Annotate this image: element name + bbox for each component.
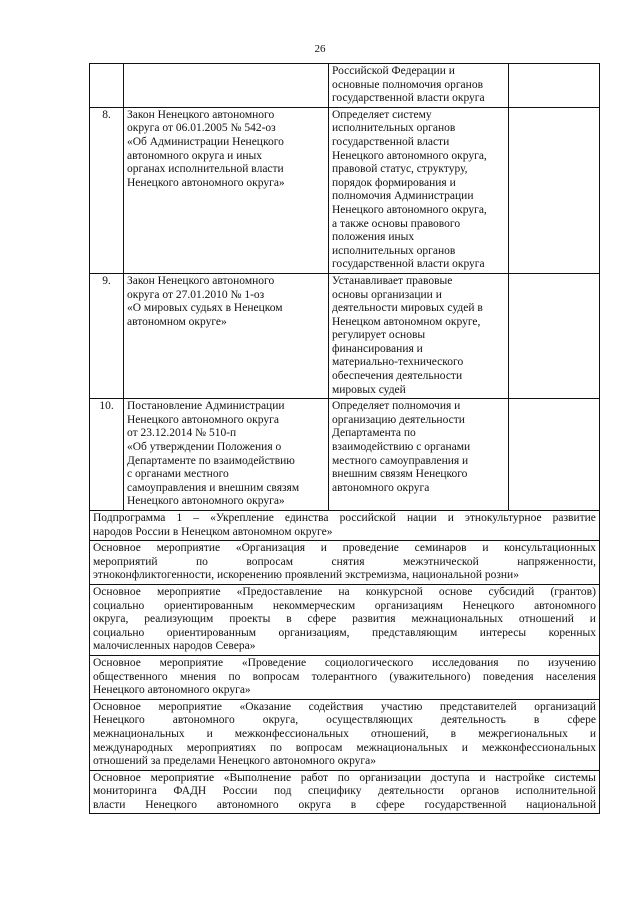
word: мнения (180, 670, 217, 683)
row-number: 8. (90, 107, 124, 273)
word: проекты (229, 613, 271, 626)
word: Подпрограмма (93, 512, 166, 524)
word: развитие (552, 512, 596, 524)
subprogram-line (93, 542, 596, 556)
subprogram-line (93, 728, 596, 742)
word: единства (284, 512, 329, 524)
legal-acts-table (89, 63, 600, 814)
word: межконфессиональных (481, 741, 596, 754)
table-row (90, 64, 600, 108)
word: (уважительного) (389, 670, 471, 683)
page-number: 26 (314, 43, 326, 55)
document-line: Департаменте по взаимодействию (127, 454, 295, 467)
description-line: мировых судей (332, 383, 406, 396)
description-line: обеспечения деятельности (332, 370, 463, 383)
subprogram-row (90, 541, 600, 585)
word: и (479, 771, 486, 784)
word: снятия (331, 555, 365, 568)
description-line: автономного округа (332, 481, 430, 494)
word: автономного (216, 798, 279, 811)
description-line: внешним связям Ненецкого (332, 468, 468, 481)
empty-cell (509, 399, 600, 511)
document-line: округа от 27.01.2010 № 1-оз (127, 288, 265, 301)
description-line: исполнительных органов (332, 122, 456, 135)
word: организаций (534, 700, 596, 713)
description-line: организацию деятельности (332, 413, 465, 426)
word: «Оказание (239, 700, 292, 713)
word: и (589, 613, 596, 626)
description-line: материально-технического (332, 356, 464, 369)
word: и (447, 512, 454, 524)
word: организации (359, 771, 422, 784)
word: Ненецкого (145, 798, 197, 811)
description-line: положения иных (332, 231, 415, 244)
description-line: Ненецкого автономного округа, (332, 149, 487, 162)
word: исполнительной (515, 785, 596, 798)
word: национальной (526, 798, 596, 811)
word: автономного (172, 714, 235, 727)
description-line: порядок формирования и (332, 176, 456, 189)
subprogram-line (93, 785, 596, 799)
word: мероприятиях (186, 741, 257, 754)
document-cell (124, 107, 329, 273)
description-line: взаимодействию с органами (332, 441, 471, 454)
word: органов (460, 785, 500, 798)
table-row (90, 107, 600, 273)
word: населения (545, 670, 596, 683)
empty-cell (509, 273, 600, 398)
word: деятельность (440, 714, 506, 727)
word: в (450, 727, 457, 740)
word: настройке (495, 771, 545, 784)
word: и (482, 542, 489, 555)
word: ориентированным (163, 599, 254, 612)
word: мероприятие (157, 585, 221, 598)
description-line: Российской Федерации и (332, 65, 455, 77)
word: межнациональных (356, 741, 448, 754)
word: округа, (262, 714, 299, 727)
word: исследования (431, 656, 499, 669)
subprogram-line (93, 613, 596, 627)
document-cell (124, 399, 329, 511)
word: Ненецкого (462, 599, 515, 612)
subprogram-row (90, 584, 600, 655)
document-cell (124, 273, 329, 398)
word: проведение (342, 542, 399, 555)
subprogram-line (93, 772, 596, 786)
description-line: государственной власти (332, 135, 450, 148)
description-cell (329, 64, 509, 108)
subprogram-line (93, 742, 596, 756)
word: конкурсной (365, 585, 423, 598)
word: содействия (308, 700, 364, 713)
subprogram-row (90, 511, 600, 541)
description-line: местного самоуправления и (332, 454, 469, 467)
description-cell (329, 273, 509, 398)
description-line: деятельности мировых судей в (332, 302, 483, 315)
word: вопросам (246, 555, 294, 568)
word: межэтнической (403, 555, 479, 568)
description-cell (329, 107, 509, 273)
word: отношений, (370, 727, 429, 740)
word: и (589, 727, 596, 740)
word: основе (438, 585, 473, 598)
subprogram-row (90, 699, 600, 770)
word: специфику (308, 785, 362, 798)
subprogram-line (93, 657, 596, 671)
word: семинаров (414, 542, 467, 555)
word: Ненецкого (93, 714, 145, 727)
word: «Организация (235, 542, 306, 555)
document-line: «Об утверждении Положения о (127, 441, 282, 454)
word: автономного (534, 599, 596, 612)
word: на (338, 585, 350, 598)
word: по (228, 670, 241, 683)
document-line: автономном округе» (127, 315, 227, 328)
description-line: Ненецкого автономного округа, (332, 203, 487, 216)
word: мониторинга (93, 785, 157, 798)
empty-cell (509, 64, 600, 108)
subprogram-line (93, 714, 596, 728)
document-line: Постановление Администрации (127, 400, 285, 413)
description-line: правовой статус, структуру, (332, 163, 468, 176)
word: работ (300, 771, 329, 784)
row-number: 10. (90, 399, 124, 511)
word: власти (93, 798, 126, 811)
word: некоммерческим (272, 599, 356, 612)
subprogram-line (93, 512, 596, 526)
subprogram-line (93, 701, 596, 715)
subprogram-cell (90, 699, 600, 770)
description-line: государственной власти округа (332, 92, 485, 105)
word: этнокультурное (464, 512, 542, 524)
word: социально (93, 599, 145, 612)
subprogram-line: малочисленных народов Севера» (93, 640, 256, 653)
word: поведения (482, 670, 534, 683)
word: округа (298, 798, 331, 811)
word: Основное (93, 771, 141, 784)
table-row (90, 273, 600, 398)
word: напряженности, (517, 555, 596, 568)
subprogram-cell (90, 770, 600, 813)
word: коренных (548, 626, 596, 639)
word: участию (380, 700, 423, 713)
word: под (274, 785, 292, 798)
subprogram-line: народов России в Ненецком автономном округе» (93, 525, 333, 538)
word: доступа (430, 771, 470, 784)
word: Основное (93, 656, 141, 669)
word: субсидий (488, 585, 535, 598)
word: межконфессиональных (234, 727, 349, 740)
word: по (196, 555, 208, 568)
word: мероприятие (150, 771, 215, 784)
word: вопросам (252, 670, 300, 683)
word: деятельности (378, 785, 444, 798)
description-line: а также основы правового (332, 217, 461, 230)
word: в (533, 714, 540, 727)
word: вопросам (295, 741, 343, 754)
subprogram-line (93, 671, 596, 685)
description-line: Определяет полномочия и (332, 400, 461, 413)
subprogram-line: отношений за пределами Ненецкого автономного округа» (93, 755, 376, 768)
word: и (461, 741, 468, 754)
word: Основное (93, 585, 141, 598)
document-line: Закон Ненецкого автономного (127, 108, 275, 121)
word: сфере (307, 613, 337, 626)
description-line: основы организации и (332, 288, 442, 301)
subprogram-line (93, 627, 596, 641)
word: отношений (518, 613, 574, 626)
description-line: Ненецком автономном округе, (332, 315, 481, 328)
subprogram-line (93, 556, 596, 570)
word: мероприятие (156, 542, 221, 555)
subprogram-line (93, 586, 596, 600)
word: развития (352, 613, 396, 626)
word: округа, (93, 613, 129, 626)
word: системы (554, 771, 596, 784)
word: социально (93, 626, 145, 639)
document-line: с органами местного (127, 468, 229, 481)
word: сфере (376, 798, 405, 811)
word: интересы (479, 626, 527, 639)
word: Основное (93, 542, 141, 555)
word: в (286, 613, 292, 626)
subprogram-cell (90, 655, 600, 699)
document-line: Ненецкого автономного округа» (127, 495, 285, 508)
word: по (517, 656, 530, 669)
word: ориентированным (166, 626, 257, 639)
word: Основное (93, 700, 141, 713)
word: и (206, 727, 213, 740)
word: мероприятие (159, 656, 224, 669)
word: социологического (324, 656, 414, 669)
word: представителей (439, 700, 517, 713)
word: межрегиональных (478, 727, 568, 740)
description-line: полномочия Администрации (332, 190, 474, 203)
description-line: Департамента по (332, 427, 416, 440)
description-line: государственной власти округа (332, 258, 485, 271)
word: государственной (424, 798, 507, 811)
word: мероприятие (158, 700, 222, 713)
word: мероприятий (93, 555, 158, 568)
word: России (222, 785, 258, 798)
subprogram-line: Ненецкого автономного округа» (93, 684, 251, 697)
document-line: «О мировых судьях в Ненецком (127, 302, 283, 315)
word: по (337, 771, 350, 784)
word: нации (406, 512, 437, 524)
document-line: от 23.12.2014 № 510-п (127, 427, 237, 440)
document-line: органах исполнительной власти (127, 163, 284, 176)
document-line: округа от 06.01.2005 № 542-оз (127, 122, 276, 135)
subprogram-line: этноконфликтогенности, искоренению проявлений экстремизма, национальной розни» (93, 569, 519, 582)
word: изучению (547, 656, 596, 669)
word: организациям (374, 599, 443, 612)
word: «Предоставление (236, 585, 323, 598)
word: (грантов) (550, 585, 596, 598)
word: 1 (176, 512, 183, 524)
word: организациям, (278, 626, 350, 639)
word: осуществляющих (326, 714, 413, 727)
description-cell (329, 399, 509, 511)
word: международных (93, 741, 173, 754)
word: сфере (567, 714, 596, 727)
description-line: финансирования и (332, 342, 423, 355)
word: «Выполнение (223, 771, 292, 784)
word: ФАДН (173, 785, 207, 798)
subprogram-cell (90, 541, 600, 585)
subprogram-row (90, 770, 600, 813)
word: по (270, 741, 282, 754)
description-line: Устанавливает правовые (332, 274, 453, 287)
description-line: Определяет систему (332, 108, 432, 121)
word: – (193, 512, 200, 524)
subprogram-cell (90, 584, 600, 655)
document-line: самоуправления и внешним связям (127, 481, 300, 494)
word: и (320, 542, 327, 555)
word: «Укрепление (210, 512, 274, 524)
table-row (90, 399, 600, 511)
subprogram-line (93, 600, 596, 614)
row-number: 9. (90, 273, 124, 398)
row-number (90, 64, 124, 108)
description-line: исполнительных органов (332, 244, 456, 257)
document-line: «Об Администрации Ненецкого (127, 135, 284, 148)
word: «Проведение (241, 656, 307, 669)
word: межнациональных (93, 727, 185, 740)
document-line: Закон Ненецкого автономного (127, 274, 275, 287)
word: представляющим (371, 626, 458, 639)
document-line: Ненецкого автономного округа» (127, 176, 285, 189)
document-line: автономного округа и иных (127, 149, 262, 162)
subprogram-line (93, 799, 596, 812)
word: общественного (93, 670, 168, 683)
empty-cell (509, 107, 600, 273)
document-line: Ненецкого автономного округа (127, 413, 279, 426)
word: в (350, 798, 357, 811)
word: российской (339, 512, 396, 524)
word: реализующим (144, 613, 214, 626)
word: межнациональных (411, 613, 504, 626)
word: консультационных (504, 542, 596, 555)
description-line: регулирует основы (332, 329, 426, 342)
subprogram-row (90, 655, 600, 699)
document-cell (124, 64, 329, 108)
subprogram-cell (90, 511, 600, 541)
word: толерантного (311, 670, 378, 683)
description-line: основные полномочия органов (332, 78, 483, 91)
